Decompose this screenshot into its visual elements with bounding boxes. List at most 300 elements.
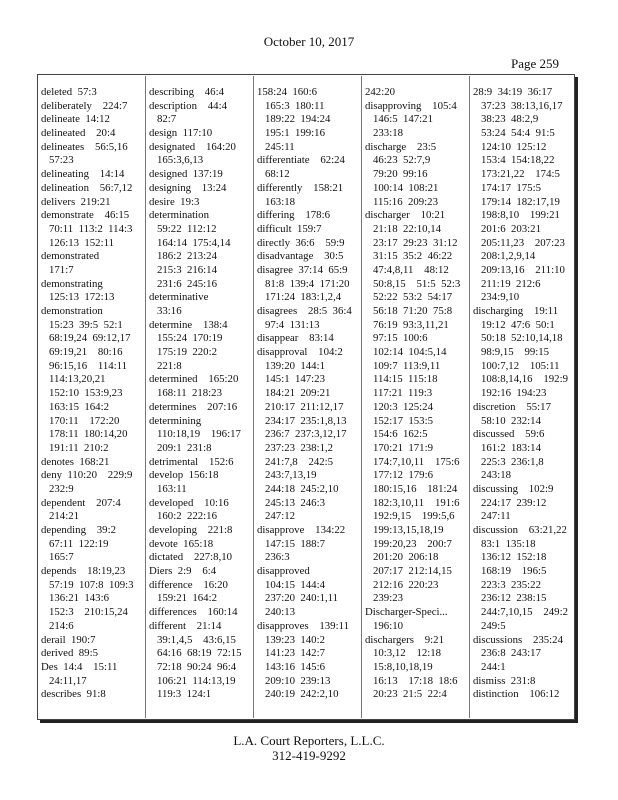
- index-ref-line: 117:21 119:3: [373, 387, 433, 400]
- index-entry: [473, 401, 575, 428]
- index-term-line: disappear 83:14: [257, 332, 334, 345]
- index-ref-line: 240:19 242:2,10: [265, 688, 339, 701]
- index-entry: [257, 346, 359, 524]
- index-ref-line: 232:9: [49, 482, 74, 495]
- index-ref-line: 24:11,17: [49, 674, 87, 687]
- index-ref-line: 164:14 175:4,14: [157, 236, 231, 249]
- index-term-line: discretion 55:17: [473, 400, 551, 413]
- index-term-line: describes 91:8: [41, 688, 106, 701]
- index-entry: [149, 291, 251, 318]
- index-ref-line: 104:15 144:4: [265, 578, 325, 591]
- index-ref-line: 31:15 35:2 46:22: [373, 250, 453, 263]
- index-term-line: dischargers 9:21: [365, 633, 444, 646]
- index-ref-line: 243:7,13,19: [265, 469, 317, 482]
- index-ref-line: 189:22 194:24: [265, 113, 331, 126]
- index-term-line: differentiate 62:24: [257, 154, 345, 167]
- index-ref-line: 236:8 243:17: [481, 647, 541, 660]
- index-entry: [257, 524, 359, 565]
- index-ref-line: 56:18 71:20 75:8: [373, 305, 453, 317]
- index-ref-line: 233:18: [373, 127, 403, 140]
- index-column-3: [257, 86, 359, 702]
- index-ref-line: 168:19 196:5: [481, 565, 547, 578]
- index-ref-line: 177:12 179:6: [373, 469, 433, 482]
- index-ref-line: 165:7: [49, 551, 74, 564]
- index-ref-line: 247:11: [481, 510, 511, 523]
- index-term-line: develop 156:18: [149, 469, 219, 482]
- index-ref-line: 126:13 152:11: [49, 236, 114, 249]
- index-term-line: disapproved: [257, 565, 310, 578]
- index-term-line: disapproval 104:2: [257, 346, 343, 359]
- index-ref-line: 174:17 175:5: [481, 181, 541, 194]
- index-ref-line: 69:19,21 80:16: [49, 346, 123, 359]
- index-entry: [149, 182, 251, 196]
- index-entry: [365, 100, 467, 141]
- column-divider: [361, 76, 362, 718]
- index-entry: [41, 661, 143, 688]
- index-ref-line: 81:8 139:4 171:20: [265, 277, 350, 290]
- index-ref-line: 159:21 164:2: [157, 592, 217, 605]
- index-ref-line: 100:7,12 105:11: [481, 359, 560, 372]
- index-term-line: delineate 14:12: [41, 113, 110, 126]
- index-entry: [149, 196, 251, 210]
- index-ref-line: 114:15 115:18: [373, 373, 438, 386]
- index-term-line: difficult 159:7: [257, 222, 322, 235]
- index-term-line: 28:9 34:19 36:17: [473, 86, 553, 98]
- index-term-line: determinative: [149, 291, 209, 304]
- index-ref-line: 210:17 211:12,17: [265, 400, 344, 413]
- index-ref-line: 59:22 112:12: [157, 222, 217, 235]
- index-ref-line: 141:23 142:7: [265, 647, 325, 660]
- index-ref-line: 212:16 220:23: [373, 578, 439, 591]
- index-entry: [365, 141, 467, 209]
- index-term-line: differences 160:14: [149, 606, 238, 619]
- index-ref-line: 163:18: [265, 195, 295, 208]
- index-entry: [41, 524, 143, 565]
- index-entry: [149, 524, 251, 538]
- index-ref-line: 174:7,10,11 175:6: [373, 455, 460, 468]
- index-ref-line: 139:23 140:2: [265, 633, 325, 646]
- index-entry: [257, 264, 359, 305]
- index-entry: [41, 278, 143, 305]
- index-ref-line: 57:19 107:8 109:3: [49, 578, 134, 591]
- column-divider: [253, 76, 254, 718]
- index-entry: [473, 483, 575, 524]
- index-term-line: describing 46:4: [149, 86, 224, 98]
- index-ref-line: 155:24 170:19: [157, 332, 223, 345]
- index-entry: [149, 373, 251, 400]
- index-ref-line: 120:3 125:24: [373, 400, 433, 413]
- index-term-line: discharge 23:5: [365, 140, 437, 153]
- index-ref-line: 38:23 48:2,9: [481, 113, 539, 126]
- index-ref-line: 39:1,4,5 43:6,15: [157, 633, 236, 646]
- index-ref-line: 168:11 218:23: [157, 387, 222, 400]
- index-entry: [149, 168, 251, 182]
- index-entry: [149, 415, 251, 456]
- index-ref-line: 170:21 171:9: [373, 441, 433, 454]
- index-entry: [149, 127, 251, 141]
- index-term-line: deny 110:20 229:9: [41, 469, 133, 482]
- index-ref-line: 96:15,16 114:11: [49, 359, 128, 372]
- index-ref-line: 243:18: [481, 469, 511, 482]
- index-entry: [41, 196, 143, 210]
- index-ref-line: 64:16 68:19 72:15: [157, 647, 242, 660]
- index-ref-line: 201:6 203:21: [481, 222, 541, 235]
- index-ref-line: 201:20 206:18: [373, 551, 439, 564]
- index-entry: [149, 141, 251, 168]
- index-term-line: description 44:4: [149, 99, 227, 112]
- index-ref-line: 110:18,19 196:17: [157, 428, 241, 441]
- index-entry: [257, 305, 359, 332]
- index-ref-line: 215:3 216:14: [157, 263, 217, 276]
- index-entry: [41, 497, 143, 524]
- index-term-line: designing 13:24: [149, 181, 227, 194]
- index-ref-line: 179:14 182:17,19: [481, 195, 560, 208]
- index-ref-line: 79:20 99:16: [373, 168, 428, 181]
- index-ref-line: 175:19 220:2: [157, 346, 217, 359]
- index-ref-line: 125:13 172:13: [49, 291, 115, 304]
- index-term-line: design 117:10: [149, 127, 213, 140]
- index-ref-line: 192:9,15 199:5,6: [373, 510, 455, 523]
- index-ref-line: 249:5: [481, 619, 506, 632]
- index-ref-line: 15:23 39:5 52:1: [49, 318, 123, 331]
- index-ref-line: 147:15 188:7: [265, 537, 325, 550]
- index-entry: [41, 688, 143, 702]
- index-ref-line: 152:17 153:5: [373, 414, 433, 427]
- index-ref-line: 211:19 212:6: [481, 277, 541, 290]
- index-entry: [41, 565, 143, 633]
- index-ref-line: 37:23 38:13,16,17: [481, 99, 563, 112]
- index-term-line: demonstration: [41, 305, 103, 317]
- index-ref-line: 209:10 239:13: [265, 674, 331, 687]
- index-term-line: disapproving 105:4: [365, 99, 457, 112]
- index-ref-line: 241:7,8 242:5: [265, 455, 334, 468]
- index-ref-line: 178:11 180:14,20: [49, 428, 128, 441]
- index-ref-line: 223:3 235:22: [481, 578, 541, 591]
- index-ref-line: 236:12 238:15: [481, 592, 547, 605]
- index-ref-line: 98:9,15 99:15: [481, 346, 550, 359]
- index-ref-line: 143:16 145:6: [265, 660, 325, 673]
- document-date: October 10, 2017: [263, 34, 355, 49]
- index-entry: [365, 86, 467, 100]
- footer-company: L.A. Court Reporters, L.L.C.: [233, 733, 385, 748]
- index-term-line: determined 165:20: [149, 373, 239, 386]
- index-term-line: determination: [149, 209, 209, 222]
- index-entry: [149, 319, 251, 374]
- index-entry: [149, 497, 251, 524]
- index-entry: [149, 86, 251, 100]
- index-ref-line: 119:3 124:1: [157, 688, 212, 701]
- index-term-line: Des 14:4 15:11: [41, 660, 118, 673]
- index-term-line: delineating 14:14: [41, 168, 125, 181]
- index-ref-line: 208:1,2,9,14: [481, 250, 536, 263]
- index-ref-line: 237:20 240:1,11: [265, 592, 339, 605]
- index-ref-line: 16:13 17:18 18:6: [373, 674, 458, 687]
- index-ref-line: 214:6: [49, 619, 74, 632]
- column-divider: [145, 76, 146, 718]
- index-term-line: differently 158:21: [257, 181, 344, 194]
- index-term-line: depending 39:2: [41, 524, 116, 536]
- index-entry: [149, 469, 251, 496]
- index-entry: [149, 565, 251, 579]
- index-ref-line: 192:16 194:23: [481, 387, 547, 400]
- index-entry: [41, 86, 143, 100]
- index-entry: [473, 86, 575, 305]
- index-ref-line: 231:6 245:16: [157, 277, 217, 290]
- index-ref-line: 221:8: [157, 359, 182, 372]
- index-ref-line: 46:23 52:7,9: [373, 154, 431, 167]
- index-ref-line: 23:17 29:23 31:12: [373, 236, 458, 249]
- index-ref-line: 180:15,16 181:24: [373, 482, 458, 495]
- index-entry: [149, 579, 251, 606]
- index-entry: [149, 551, 251, 565]
- index-ref-line: 163:15 164:2: [49, 400, 109, 413]
- index-entry: [149, 538, 251, 552]
- index-ref-line: 76:19 93:3,11,21: [373, 318, 449, 331]
- index-ref-line: 106:21 114:13,19: [157, 674, 236, 687]
- index-ref-line: 199:13,15,18,19: [373, 524, 444, 536]
- index-ref-line: 160:2 222:16: [157, 510, 217, 523]
- index-term-line: Diers 2:9 6:4: [149, 565, 217, 578]
- index-term-line: detrimental 152:6: [149, 455, 234, 468]
- index-ref-line: 170:11 172:20: [49, 414, 120, 427]
- index-entry: [41, 141, 143, 168]
- index-term-line: determines 207:16: [149, 400, 238, 413]
- index-entry: [473, 428, 575, 483]
- index-term-line: disapproves 139:11: [257, 619, 349, 632]
- index-entry: [257, 565, 359, 620]
- index-ref-line: 247:12: [265, 510, 295, 523]
- index-term-line: disagree 37:14 65:9: [257, 263, 348, 276]
- index-entry: [365, 209, 467, 606]
- index-term-line: developing 221:8: [149, 524, 233, 536]
- index-ref-line: 240:13: [265, 606, 295, 619]
- index-ref-line: 72:18 90:24 96:4: [157, 660, 237, 673]
- index-ref-line: 171:7: [49, 263, 74, 276]
- index-ref-line: 199:20,23 200:7: [373, 537, 452, 550]
- index-ref-line: 237:23 238:1,2: [265, 441, 334, 454]
- index-ref-line: 244:18 245:2,10: [265, 482, 339, 495]
- index-ref-line: 244:7,10,15 249:2: [481, 606, 568, 619]
- index-entry: [41, 634, 143, 648]
- index-ref-line: 115:16 209:23: [373, 195, 438, 208]
- index-term-line: distinction 106:12: [473, 688, 560, 701]
- index-ref-line: 52:22 53:2 54:17: [373, 291, 453, 304]
- index-entry: [41, 209, 143, 250]
- page-number: Page 259: [510, 56, 559, 71]
- index-ref-line: 224:17 239:12: [481, 496, 547, 509]
- index-entry: [41, 305, 143, 456]
- index-entry: [257, 237, 359, 251]
- index-term-line: desire 19:3: [149, 195, 200, 208]
- index-ref-line: 173:21,22 174:5: [481, 168, 560, 181]
- index-entry: [41, 182, 143, 196]
- index-term-line: determining: [149, 414, 202, 427]
- index-ref-line: 83:1 135:18: [481, 537, 536, 550]
- index-entry: [257, 182, 359, 209]
- index-ref-line: 108:8,14,16 192:9: [481, 373, 568, 386]
- index-ref-line: 195:1 199:16: [265, 127, 325, 140]
- index-ref-line: 171:24 183:1,2,4: [265, 291, 342, 304]
- index-ref-line: 245:11: [265, 140, 295, 153]
- index-entry: [149, 456, 251, 470]
- column-divider: [469, 76, 470, 718]
- index-term-line: denotes 168:21: [41, 455, 110, 468]
- index-entry: [41, 469, 143, 496]
- index-ref-line: 15:8,10,18,19: [373, 660, 433, 673]
- index-term-line: delineated 20:4: [41, 127, 116, 140]
- index-ref-line: 161:2 183:14: [481, 441, 541, 454]
- index-ref-line: 209:1 231:8: [157, 441, 212, 454]
- index-ref-line: 207:17 212:14,15: [373, 565, 452, 578]
- index-term-line: discussing 102:9: [473, 482, 554, 495]
- index-entry: [473, 688, 575, 702]
- index-ref-line: 152:10 153:9,23: [49, 387, 123, 400]
- index-term-line: deliberately 224:7: [41, 99, 128, 112]
- index-ref-line: 244:1: [481, 660, 506, 673]
- index-entry: [41, 113, 143, 127]
- index-term-line: deleted 57:3: [41, 86, 97, 98]
- index-term-line: 242:20: [365, 86, 395, 98]
- index-ref-line: 198:8,10 199:21: [481, 209, 560, 222]
- index-term-line: disapprove 134:22: [257, 524, 346, 536]
- index-ref-line: 165:3,6,13: [157, 154, 204, 167]
- index-term-line: 158:24 160:6: [257, 86, 317, 98]
- index-ref-line: 225:3 236:1,8: [481, 455, 544, 468]
- index-ref-line: 68:12: [265, 168, 290, 181]
- index-ref-line: 245:13 246:3: [265, 496, 325, 509]
- index-term-line: discharger 10:21: [365, 209, 446, 222]
- index-entry: [473, 524, 575, 634]
- index-entry: [257, 223, 359, 237]
- index-term-line: dictated 227:8,10: [149, 551, 233, 564]
- index-term-line: differing 178:6: [257, 209, 330, 222]
- index-ref-line: 214:21: [49, 510, 79, 523]
- index-entry: [149, 100, 251, 127]
- index-term-line: designed 137:19: [149, 168, 223, 181]
- index-entry: [257, 154, 359, 181]
- index-ref-line: 100:14 108:21: [373, 181, 439, 194]
- index-entry: [41, 127, 143, 141]
- index-entry: [41, 456, 143, 470]
- index-ref-line: 196:10: [373, 619, 403, 632]
- index-term-line: discussed 59:6: [473, 428, 545, 441]
- index-ref-line: 50:8,15 51:5 52:3: [373, 277, 461, 290]
- index-ref-line: 124:10 125:12: [481, 140, 547, 153]
- index-entry: [257, 620, 359, 702]
- index-ref-line: 165:3 180:11: [265, 99, 325, 112]
- index-entry: [473, 675, 575, 689]
- index-entry: [365, 634, 467, 702]
- index-term-line: derived 89:5: [41, 647, 98, 660]
- index-entry: [473, 634, 575, 675]
- index-column-5: [473, 86, 575, 702]
- index-term-line: difference 16:20: [149, 578, 228, 591]
- index-term-line: dependent 207:4: [41, 496, 121, 509]
- index-ref-line: 236:7 237:3,12,17: [265, 428, 347, 441]
- index-term-line: derail 190:7: [41, 633, 96, 646]
- index-ref-line: 136:21 143:6: [49, 592, 109, 605]
- index-term-line: devote 165:18: [149, 537, 214, 550]
- index-ref-line: 184:21 209:21: [265, 387, 331, 400]
- index-ref-line: 21:18 22:10,14: [373, 222, 442, 235]
- index-ref-line: 67:11 122:19: [49, 537, 109, 550]
- index-ref-line: 53:24 54:4 91:5: [481, 127, 555, 140]
- index-entry: [41, 100, 143, 114]
- index-entry: [41, 168, 143, 182]
- index-entry: [257, 250, 359, 264]
- index-ref-line: 154:6 162:5: [373, 428, 428, 441]
- index-ref-line: 102:14 104:5,14: [373, 346, 447, 359]
- index-ref-line: 234:9,10: [481, 291, 520, 304]
- index-ref-line: 234:17 235:1,8,13: [265, 414, 347, 427]
- index-ref-line: 57:23: [49, 154, 74, 167]
- index-term-line: discussion 63:21,22: [473, 524, 567, 536]
- index-ref-line: 153:4 154:18,22: [481, 154, 555, 167]
- index-column-1: [41, 86, 143, 702]
- index-ref-line: 139:20 144:1: [265, 359, 325, 372]
- index-ref-line: 236:3: [265, 551, 290, 564]
- index-ref-line: 209:13,16 211:10: [481, 263, 565, 276]
- index-ref-line: 50:18 52:10,14,18: [481, 332, 563, 345]
- index-ref-line: 186:2 213:24: [157, 250, 217, 263]
- index-term-line: developed 10:16: [149, 496, 229, 509]
- index-entry: [473, 305, 575, 401]
- index-entry: [41, 250, 143, 277]
- index-term-line: disadvantage 30:5: [257, 250, 344, 263]
- index-term-line: dismiss 231:8: [473, 674, 536, 687]
- index-ref-line: 182:3,10,11 191:6: [373, 496, 460, 509]
- index-ref-line: 152:3 210:15,24: [49, 606, 128, 619]
- index-column-4: [365, 86, 467, 702]
- index-entry: [149, 606, 251, 620]
- index-term-line: discharging 19:11: [473, 305, 559, 317]
- index-entry: [257, 209, 359, 223]
- index-term-line: demonstrated: [41, 250, 100, 263]
- index-ref-line: 146:5 147:21: [373, 113, 433, 126]
- index-ref-line: 10:3,12 12:18: [373, 647, 442, 660]
- index-ref-line: 97:4 131:13: [265, 318, 320, 331]
- index-ref-line: 163:11: [157, 482, 187, 495]
- index-ref-line: 239:23: [373, 592, 403, 605]
- index-entry: [257, 332, 359, 346]
- index-ref-line: 191:11 210:2: [49, 441, 109, 454]
- index-ref-line: 70:11 113:2 114:3: [49, 222, 133, 235]
- index-ref-line: 82:7: [157, 113, 177, 126]
- index-ref-line: 136:12 152:18: [481, 551, 547, 564]
- index-term-line: delineates 56:5,16: [41, 140, 128, 153]
- index-ref-line: 109:7 113:9,11: [373, 359, 441, 372]
- index-term-line: different 21:14: [149, 619, 222, 632]
- index-ref-line: 33:16: [157, 305, 182, 317]
- footer-phone: 312-419-9292: [272, 748, 346, 763]
- index-column-2: [149, 86, 251, 702]
- index-ref-line: 58:10 232:14: [481, 414, 541, 427]
- index-term-line: designated 164:20: [149, 140, 236, 153]
- index-ref-line: 68:19,24 69:12,17: [49, 332, 131, 345]
- index-ref-line: 114:13,20,21: [49, 373, 106, 386]
- index-ref-line: 145:1 147:23: [265, 373, 325, 386]
- index-term-line: delivers 219:21: [41, 195, 111, 208]
- index-term-line: determine 138:4: [149, 318, 228, 331]
- index-term-line: depends 18:19,23: [41, 565, 126, 578]
- index-entry: [149, 209, 251, 291]
- index-entry: [149, 620, 251, 702]
- index-entry: [365, 606, 467, 633]
- index-term-line: directly 36:6 59:9: [257, 236, 345, 249]
- index-term-line: demonstrating: [41, 277, 103, 290]
- index-term-line: Discharger-Speci...: [365, 606, 448, 619]
- index-entry: [257, 86, 359, 154]
